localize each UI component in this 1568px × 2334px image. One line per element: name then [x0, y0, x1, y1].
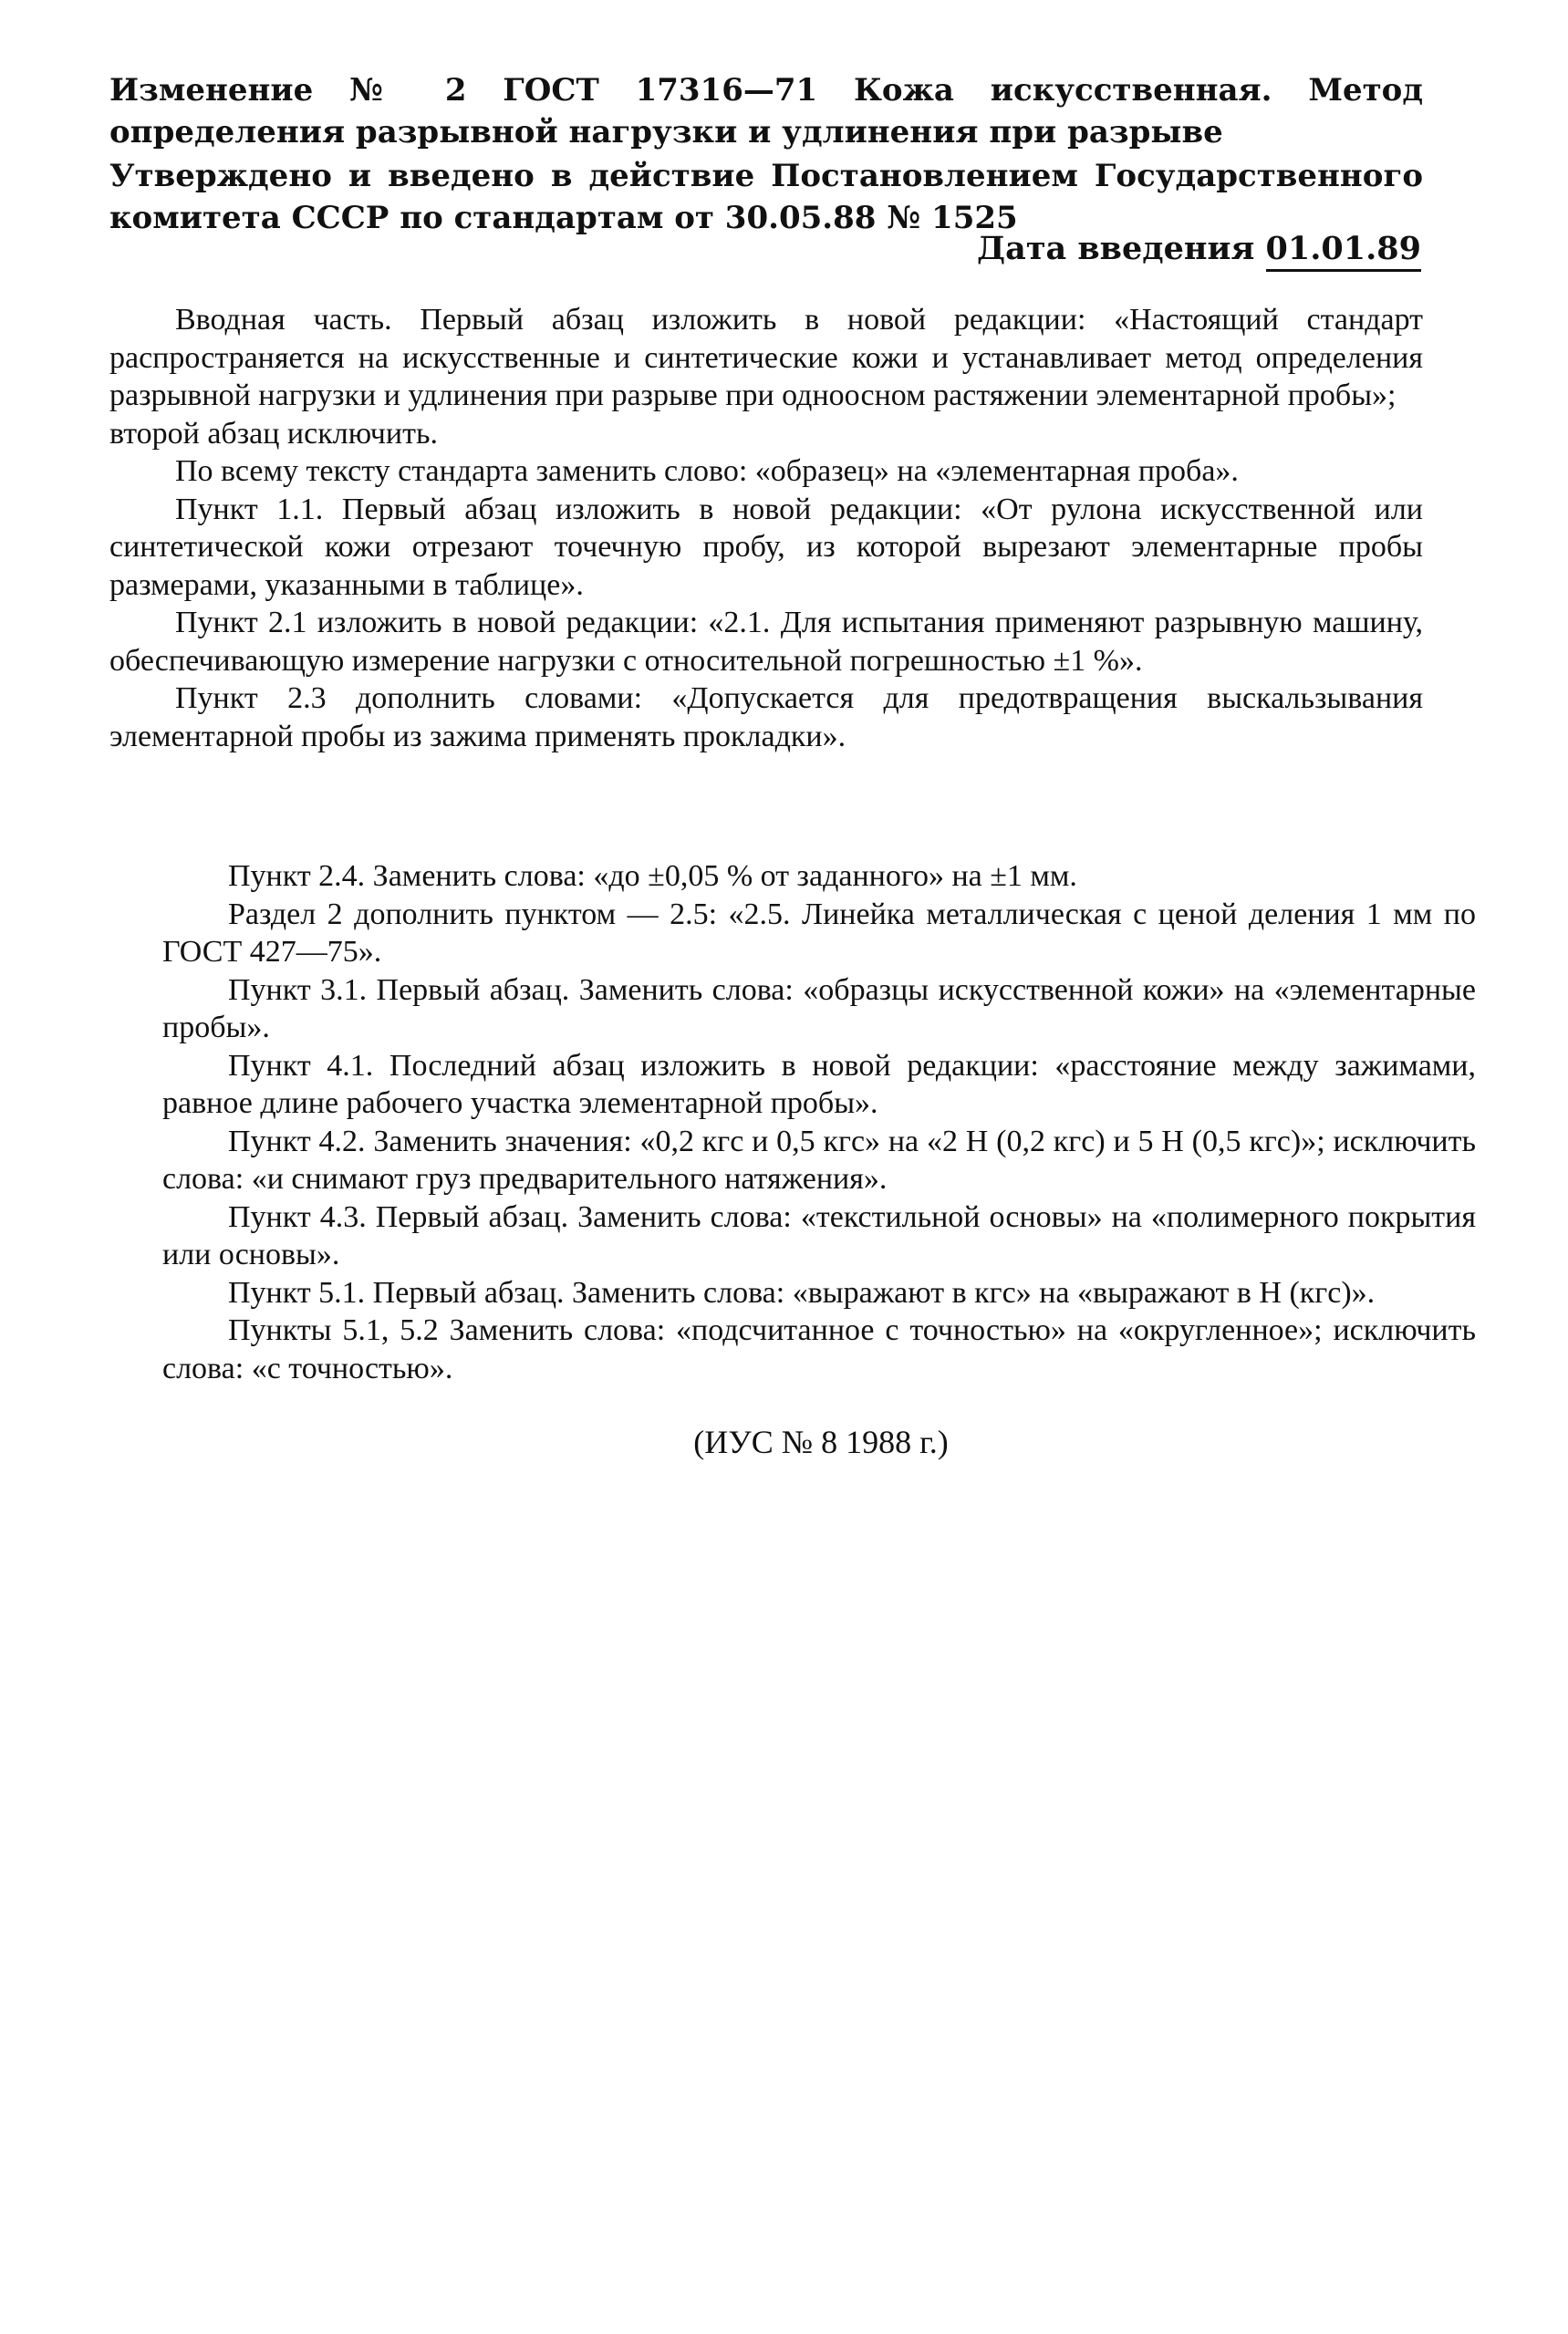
approval-statement: Утверждено и введено в действие Постановлением Государственного комитета СССР по стандартам от 30.05.88 № 1525 [109, 158, 1423, 236]
publication-reference: (ИУС № 8 1988 г.) [693, 1424, 949, 1460]
paragraph-item-2-1: Пункт 2.1 изложить в новой редакции: «2.1. Для испытания применяют разрывную машину, обеспечивающую измерение нагрузки с относительной погрешностью ±1 %». [109, 606, 1423, 678]
paragraph-item-3-1: Пункт 3.1. Первый абзац. Заменить слова: «образцы искусственной кожи» на «элементарные пробы». [162, 972, 1476, 1044]
paragraph-introduction: Вводная часть. Первый абзац изложить в новой редакции: «Настоящий стандарт распространяется на искусственные и синтетические кожи и устанавливает метод определения разрывной нагрузки и удлинения при разрыве при одноосном растяжении элементарной пробы»; [109, 303, 1423, 412]
paragraph-item-1-1: Пункт 1.1. Первый абзац изложить в новой редакции: «От рулона искусственной или синтетической кожи отрезают точечную пробу, из которой вырезают элементарные пробы размерами, указанными в таблице». [109, 492, 1423, 602]
paragraph-whole-text: По всему тексту стандарта заменить слово: «образец» на «элементарная проба». [175, 454, 1239, 488]
paragraph-section-2: Раздел 2 дополнить пунктом — 2.5: «2.5. Линейка металлическая с ценой деления 1 мм по ГОСТ 427—75». [162, 897, 1476, 969]
amendment-text-block-1 [109, 301, 1423, 755]
effective-date-value: 01.01.89 [1266, 230, 1422, 272]
paragraph-items-5-1-5-2: Пункты 5.1, 5.2 Заменить слова: «подсчитанное с точностью» на «округленное»; исключить слова: «с точностью». [162, 1313, 1476, 1385]
effective-date [109, 228, 1421, 270]
paragraph-item-2-4: Пункт 2.4. Заменить слова: «до ±0,05 % от заданного» на ±1 мм. [228, 859, 1077, 893]
amendment-title: Изменение № 2 ГОСТ 17316—71 Кожа искусственная. Метод определения разрывной нагрузки и удлинения при разрыве [109, 72, 1423, 150]
paragraph-item-5-1: Пункт 5.1. Первый абзац. Заменить слова: «выражают в кгс» на «выражают в Н (кгс)». [228, 1275, 1376, 1310]
paragraph-item-4-3: Пункт 4.3. Первый абзац. Заменить слова: «текстильной основы» на «полимерного покрытия или основы». [162, 1199, 1476, 1271]
effective-date-label: Дата введения [977, 230, 1266, 267]
amendment-text-block-2 [162, 857, 1476, 1387]
paragraph-item-4-2: Пункт 4.2. Заменить значения: «0,2 кгс и 0,5 кгс» на «2 Н (0,2 кгс) и 5 Н (0,5 кгс)»; исключить слова: «и снимают груз предварительного натяжения». [162, 1124, 1476, 1196]
paragraph-item-4-1: Пункт 4.1. Последний абзац изложить в новой редакции: «расстояние между зажимами, равное длине рабочего участка элементарной пробы». [162, 1048, 1476, 1120]
paragraph-second-abstract: второй абзац исключить. [109, 416, 438, 451]
paragraph-item-2-3: Пункт 2.3 дополнить словами: «Допускается для предотвращения выскальзывания элементарной пробы из зажима применять прокладки». [109, 681, 1423, 753]
